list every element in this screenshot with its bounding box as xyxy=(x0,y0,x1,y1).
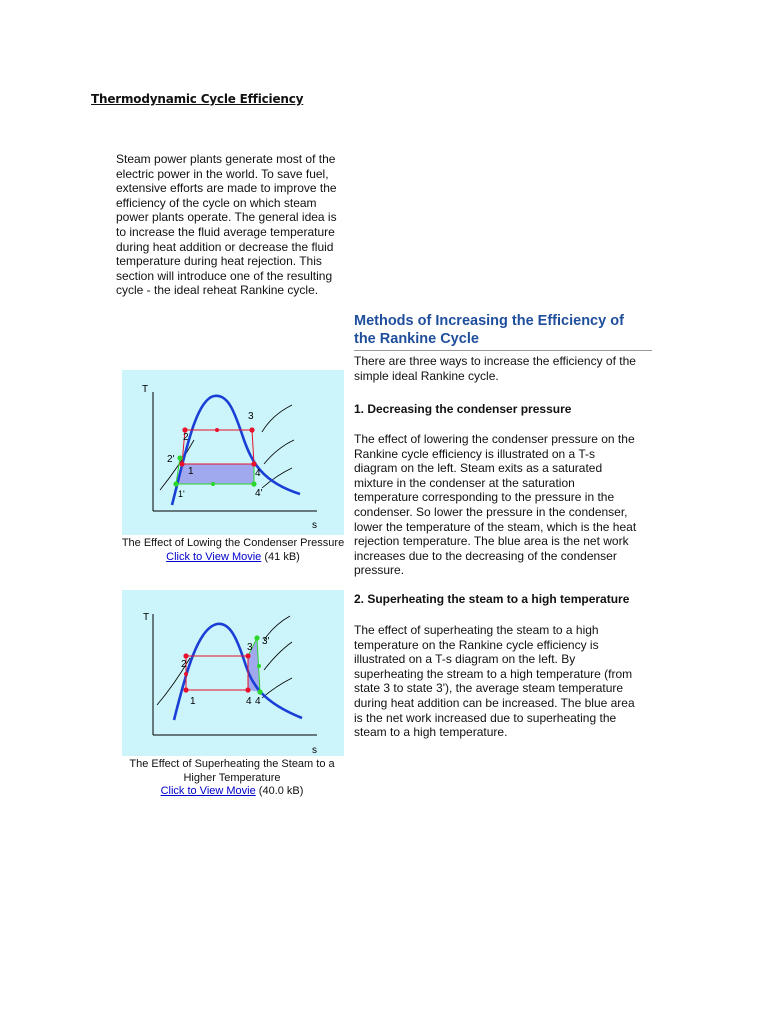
method2-line: temperature on the Rankine cycle efficiency is xyxy=(354,637,599,652)
isobar-line xyxy=(262,405,292,432)
process-arrow-marker xyxy=(257,664,261,668)
state-label-1: 1 xyxy=(188,466,194,477)
state-point-2 xyxy=(183,653,188,658)
state-point-3 xyxy=(249,427,254,432)
state-label-3-prime: 3' xyxy=(262,636,270,647)
state-label-4: 4 xyxy=(255,468,261,479)
figure1-caption xyxy=(115,537,351,564)
method2-line: is the net work increased due to superheating the xyxy=(354,710,617,725)
method1-line: mixture in the condenser at the saturation xyxy=(354,475,575,490)
intro-paragraph xyxy=(116,152,356,298)
figure2-caption-line: Higher Temperature xyxy=(183,771,281,784)
state-label-3: 3 xyxy=(248,411,254,422)
figure2-movie-link[interactable]: Click to View Movie xyxy=(160,785,256,797)
state-label-4: 4 xyxy=(246,696,252,707)
section-heading xyxy=(354,312,654,348)
figure2-caption xyxy=(118,758,346,799)
lead-line: There are three ways to increase the efficiency of the xyxy=(354,354,636,368)
method1-paragraph xyxy=(354,432,654,578)
figure1-movie-link[interactable]: Click to View Movie xyxy=(166,550,262,563)
method1-line: pressure. xyxy=(354,563,405,578)
state-label-4-prime: 4' xyxy=(255,488,263,499)
state-label-3: 3 xyxy=(247,642,253,653)
state-label-2: 2 xyxy=(181,659,187,670)
state-point-4 xyxy=(245,687,250,692)
s-axis-label: s xyxy=(312,520,317,531)
method2-paragraph xyxy=(354,623,654,740)
intro-line: during heat addition or decrease the fluid xyxy=(116,239,334,254)
figure-condenser-pressure xyxy=(122,370,344,535)
intro-line: Steam power plants generate most of the xyxy=(116,152,336,166)
intro-line: section will introduce one of the resulting xyxy=(116,268,333,283)
figure1-caption-text: The Effect of Lowing the Condenser Pressure xyxy=(121,537,345,549)
isobar-line xyxy=(262,678,292,698)
intro-line: power plants operate. The general idea is xyxy=(116,210,337,225)
document-title: Thermodynamic Cycle Efficiency xyxy=(91,92,304,106)
s-axis-label: s xyxy=(312,745,317,756)
method2-line: illustrated on a T-s diagram on the left. By xyxy=(354,652,576,667)
figure2-caption-line: The Effect of Superheating the Steam to a xyxy=(129,758,335,770)
section-divider xyxy=(354,350,652,351)
t-axis-label: T xyxy=(143,612,150,623)
state-label-4-prime: 4 xyxy=(255,696,261,707)
state-point-3 xyxy=(245,653,250,658)
section-heading-line: Methods of Increasing the Efficiency of xyxy=(354,313,624,329)
method1-line: condenser. So lower the pressure in the condenser, xyxy=(354,504,628,519)
lead-line: simple ideal Rankine cycle. xyxy=(354,368,499,383)
process-arrow-marker xyxy=(211,482,215,486)
section-lead-paragraph xyxy=(354,354,654,383)
state-label-1: 1 xyxy=(190,696,196,707)
intro-line: extensive efforts are made to improve the xyxy=(116,181,337,196)
state-point-4-prime xyxy=(257,689,262,694)
state-label-2: 2 xyxy=(183,432,189,443)
intro-line: to increase the fluid average temperature xyxy=(116,224,335,239)
process-arrow-marker xyxy=(184,672,188,676)
method1-line: temperature corresponding to the pressure in the xyxy=(354,490,615,505)
state-point-3-prime xyxy=(254,635,259,640)
saturation-dome xyxy=(172,396,300,505)
ts-diagram-superheating xyxy=(122,590,344,756)
method1-line: Rankine cycle efficiency is illustrated on a T-s xyxy=(354,446,596,461)
method2-line: superheating the stream to a high temperature (from xyxy=(354,666,633,681)
method2-line: steam to a high temperature. xyxy=(354,725,508,740)
state-point-1 xyxy=(183,687,188,692)
intro-line: electric power in the world. To save fuel, xyxy=(116,166,329,181)
isobar-line xyxy=(264,440,294,464)
figure2-link-line xyxy=(118,785,346,799)
ts-diagram-condenser xyxy=(122,370,344,535)
figure1-file-size: (41 kB) xyxy=(264,550,300,563)
method2-title: 2. Superheating the steam to a high temperature xyxy=(354,592,630,606)
state-label-2-prime: 2' xyxy=(167,454,175,465)
state-point-1 xyxy=(179,461,184,466)
method2-line: The effect of superheating the steam to a high xyxy=(354,623,599,637)
method2-line: state 3 to state 3'), the average steam temperature xyxy=(354,681,624,696)
figure-superheating xyxy=(122,590,344,756)
method1-line: increases due to the decreasing of the condenser xyxy=(354,548,617,563)
state-point-1-prime xyxy=(173,481,178,486)
state-point-4 xyxy=(251,461,256,466)
section-heading-line: the Rankine Cycle xyxy=(354,331,479,347)
state-label-1-prime: 1' xyxy=(178,489,185,499)
method2-line: during heat addition can be increased. The blue area xyxy=(354,695,635,710)
method1-line: The effect of lowering the condenser pressure on the xyxy=(354,432,635,446)
method1-line: lower the temperature of the steam, which is the heat xyxy=(354,519,637,534)
method1-line: diagram on the left. Steam exits as a saturated xyxy=(354,461,603,476)
process-arrow-marker xyxy=(215,428,219,432)
intro-line: cycle - the ideal reheat Rankine cycle. xyxy=(116,283,319,298)
t-axis-label: T xyxy=(142,384,149,395)
figure1-link-line xyxy=(115,551,351,565)
state-point-4-prime xyxy=(251,481,256,486)
intro-line: temperature during heat rejection. This xyxy=(116,254,322,269)
state-point-2-prime xyxy=(177,455,182,460)
method1-line: rejection temperature. The blue area is the net work xyxy=(354,534,629,549)
figure2-file-size: (40.0 kB) xyxy=(258,785,304,797)
intro-line: efficiency of the cycle on which steam xyxy=(116,195,317,210)
method1-title: 1. Decreasing the condenser pressure xyxy=(354,402,572,416)
